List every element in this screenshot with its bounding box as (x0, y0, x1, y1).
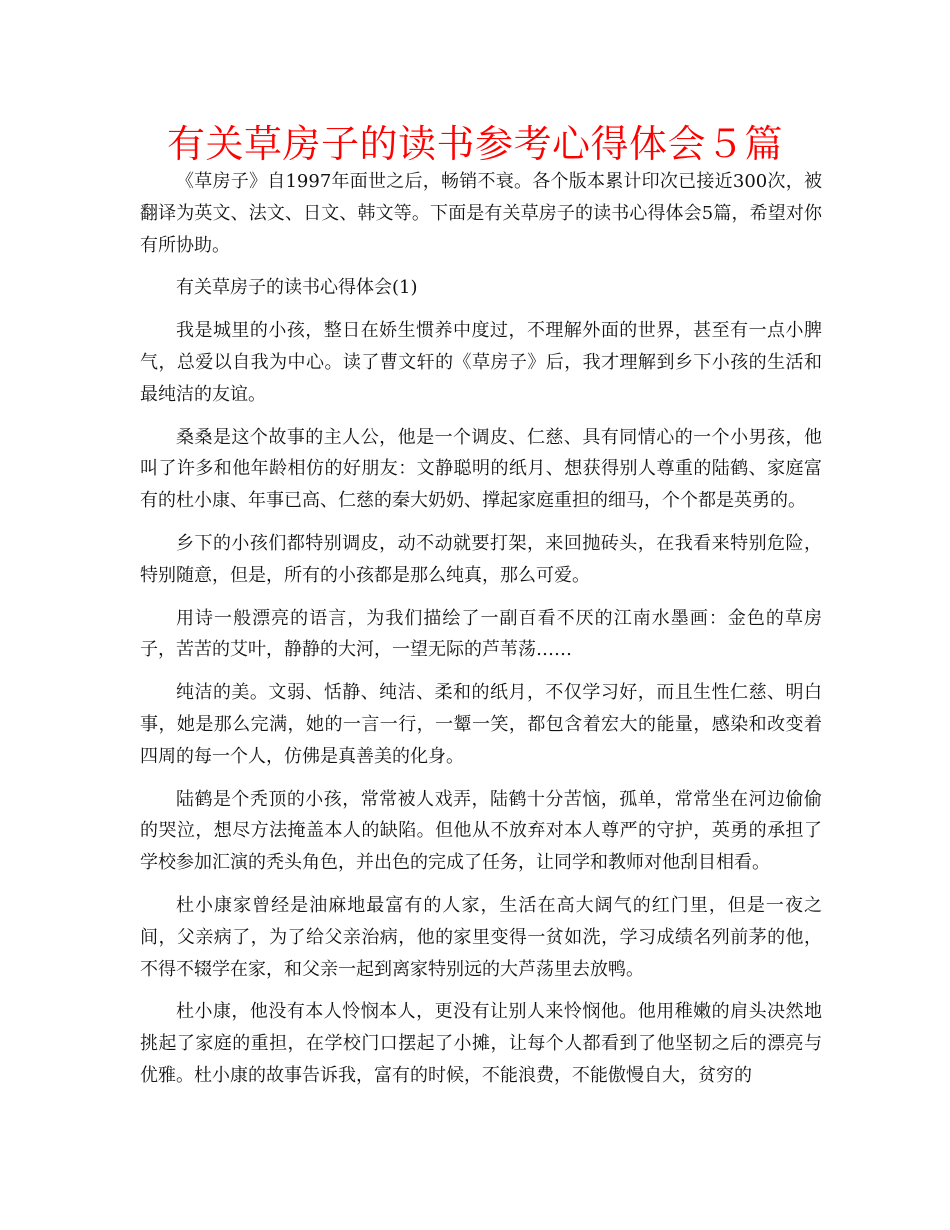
paragraph-intro: 《草房子》自1997年面世之后，畅销不衰。各个版本累计印次已接近300次，被翻译为英文、法文、日文、韩文等。下面是有关草房子的读书心得体会5篇，希望对你有所协助。 (140, 171, 822, 256)
paragraph: 桑桑是这个故事的主人公，他是一个调皮、仁慈、具有同情心的一个小男孩，他叫了许多和他年龄相仿的好朋友：文静聪明的纸月、想获得别人尊重的陆鹤、家庭富有的杜小康、年事已高、仁慈的秦大奶奶、撑起家庭重担的细马，个个都是英勇的。 (140, 426, 822, 512)
section-heading: 有关草房子的读书心得体会(1) (176, 277, 418, 299)
paragraph: 纯洁的美。文弱、恬静、纯洁、柔和的纸月，不仅学习好，而且生性仁慈、明白事，她是那么完满，她的一言一行，一颦一笑，都包含着宏大的能量，感染和改变着四周的每一个人，仿佛是真善美的化身。 (140, 682, 822, 767)
paragraph: 杜小康，他没有本人怜悯本人，更没有让别人来怜悯他。他用稚嫩的肩头决然地挑起了家庭的重担，在学校门口摆起了小摊，让每个人都看到了他坚韧之后的漂亮与优雅。杜小康的故事告诉我，富有的时候，不能浪费，不能傲慢自大，贫穷的 (140, 1001, 822, 1086)
paragraph: 陆鹤是个秃顶的小孩，常常被人戏弄，陆鹤十分苦恼，孤单，常常坐在河边偷偷的哭泣，想尽方法掩盖本人的缺陷。但他从不放弃对本人尊严的守护，英勇的承担了学校参加汇演的秃头角色，并出色的完成了任务，让同学和教师对他刮目相看。 (140, 788, 822, 874)
paragraph: 用诗一般漂亮的语言，为我们描绘了一副百看不厌的江南水墨画：金色的草房子，苦苦的艾叶，静静的大河，一望无际的芦苇荡…… (140, 607, 822, 661)
paragraph: 杜小康家曾经是油麻地最富有的人家，生活在高大阔气的红门里，但是一夜之间，父亲病了，为了给父亲治病，他的家里变得一贫如洗，学习成绩名列前茅的他，不得不辍学在家，和父亲一起到离家特别远的大芦荡里去放鸭。 (140, 894, 822, 980)
paragraph: 乡下的小孩们都特别调皮，动不动就要打架，来回抛砖头，在我看来特别危险，特别随意，但是，所有的小孩都是那么纯真，那么可爱。 (140, 532, 822, 586)
document-title: 有关草房子的读书参考心得体会５篇 (166, 122, 783, 166)
paragraph: 我是城里的小孩，整日在娇生惯养中度过，不理解外面的世界，甚至有一点小脾气，总爱以自我为中心。读了曹文轩的《草房子》后，我才理解到乡下小孩的生活和最纯洁的友谊。 (140, 320, 822, 405)
document-body (140, 166, 822, 1103)
